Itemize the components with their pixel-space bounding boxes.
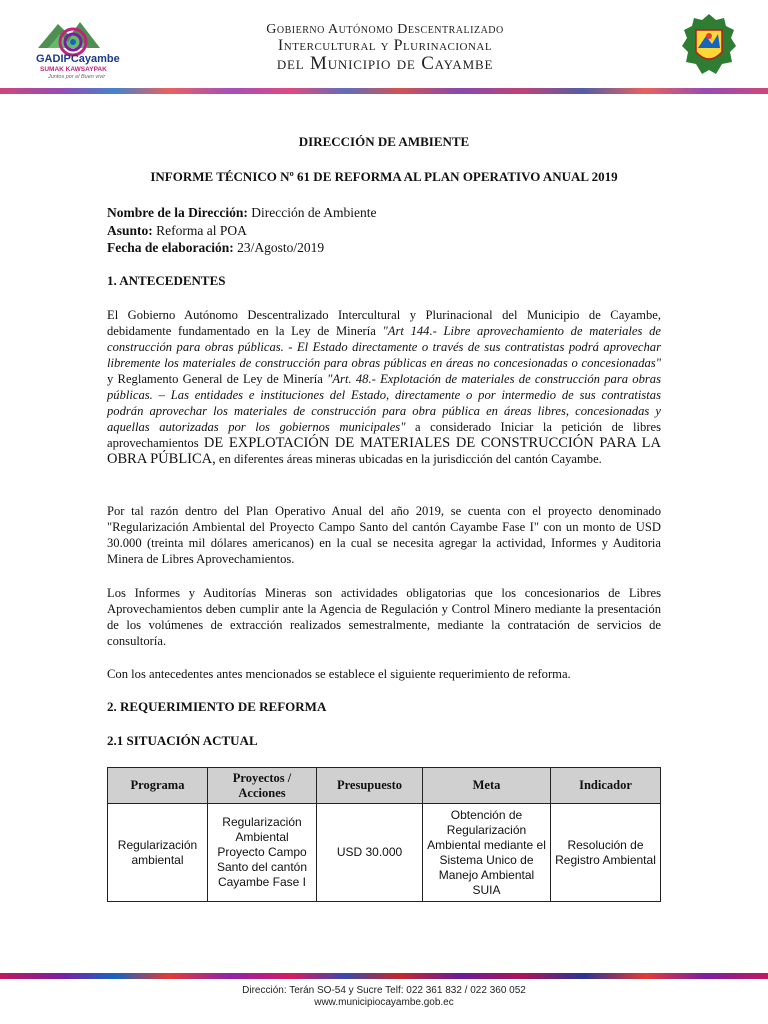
cell-meta: Obtención de Regularización Ambiental mediante el Sistema Unico de Manejo Ambiental SUIA xyxy=(423,804,551,902)
header-programa: Programa xyxy=(108,768,208,804)
date-value: 23/Agosto/2019 xyxy=(237,240,325,255)
footer-address: Dirección: Terán SO-54 y Sucre Telf: 022 361 832 / 022 360 052 xyxy=(242,985,526,996)
government-name xyxy=(210,22,560,74)
municipal-seal-icon xyxy=(676,12,742,82)
table-row xyxy=(108,804,661,902)
gov-line-1: Gobierno Autónomo Descentralizado xyxy=(266,22,504,37)
section-1-heading: 1. ANTECEDENTES xyxy=(107,273,226,288)
footer xyxy=(0,985,768,1009)
date-label: Fecha de elaboración: xyxy=(107,240,234,255)
p1-part-a: El Gobierno Autónomo Descentralizado Intercultural y Plurinacional del Municipio de Cayambe, debidamente fundamentado en la Ley de Minería xyxy=(107,308,661,338)
p1-part-g: en diferentes áreas mineras ubicadas en la jurisdicción del cantón Cayambe. xyxy=(215,452,602,466)
cell-presupuesto: USD 30.000 xyxy=(317,804,423,902)
p1-part-c: y Reglamento General de Ley de Minería xyxy=(107,372,328,386)
document-meta xyxy=(107,204,661,257)
subject-value: Reforma al POA xyxy=(156,222,247,238)
header-proyectos: Proyectos / Acciones xyxy=(208,768,317,804)
footer-website: www.municipiocayambe.gob.ec xyxy=(314,997,454,1008)
direction-value: Dirección de Ambiente xyxy=(251,205,377,220)
section-2-heading: 2. REQUERIMIENTO DE REFORMA xyxy=(107,699,327,714)
document-title: DIRECCIÓN DE AMBIENTE xyxy=(298,134,470,149)
p1-caps-phrase: DE EXPLOTACIÓN DE MATERIALES DE CONSTRUCCIÓN PARA LA OBRA PÚBLICA, xyxy=(107,435,661,467)
document-subtitle: INFORME TÉCNICO Nº 61 DE REFORMA AL PLAN OPERATIVO ANUAL 2019 xyxy=(150,169,618,184)
cell-proyectos: Regularización Ambiental Proyecto Campo Santo del cantón Cayambe Fase I xyxy=(208,804,317,902)
table-header-row xyxy=(108,768,661,804)
letterhead xyxy=(0,0,768,92)
header-meta: Meta xyxy=(423,768,551,804)
header-presupuesto: Presupuesto xyxy=(317,768,423,804)
decorative-band-top xyxy=(0,88,768,94)
p1-part-e: a considerado Iniciar la petición de libres aprovechamientos xyxy=(107,420,661,450)
logo-subtitle: SUMAK KAWSAYPAK xyxy=(40,66,107,73)
cell-indicador: Resolución de Registro Ambiental xyxy=(551,804,661,902)
decorative-band-bottom xyxy=(0,973,768,979)
antecedentes-paragraph-3: Los Informes y Auditorías Mineras son actividades obligatorias que los concesionarios de Libres Aprovechamientos deben cumplir ante la Agencia de Regulación y Control Minero mediante la presentación de los volúmenes de extracción realizados semestralmente, mediante la contratación de servicios de consultoría. xyxy=(107,586,661,648)
antecedentes-paragraph-4: Con los antecedentes antes mencionados se establece el siguiente requerimiento de reforma. xyxy=(107,667,571,681)
direction-label: Nombre de la Dirección: xyxy=(107,205,248,220)
meta-direction xyxy=(107,204,661,222)
logo-tagline: Juntos por el Buen vivir xyxy=(48,74,106,80)
gov-line-3: del Municipio de Cayambe xyxy=(276,53,494,74)
header-indicador: Indicador xyxy=(551,768,661,804)
meta-date xyxy=(107,239,661,257)
antecedentes-paragraph-1 xyxy=(107,307,661,467)
meta-subject xyxy=(107,222,661,240)
section-2-1-heading: 2.1 SITUACIÓN ACTUAL xyxy=(107,733,258,748)
logo-name: GADIPCayambe xyxy=(36,53,120,65)
cell-programa: Regularización ambiental xyxy=(108,804,208,902)
antecedentes-paragraph-2: Por tal razón dentro del Plan Operativo Anual del año 2019, se cuenta con el proyecto denominado "Regularización Ambiental del Proyecto Campo Santo del cantón Cayambe Fase I" con un monto de USD 30.000 (treinta mil dólares americanos) en la cual se necesita agregar la actividad, Informes y Auditoria Minera de Libres Aprovechamientos. xyxy=(107,504,661,566)
p1-quote-art-48: "Art. 48.- Explotación de materiales de construcción para obras públicas. – Las entidades e instituciones del Estado, directamente o por intermedio de sus contratistas podrán aprovechar los materiales de construcción para obra pública en áreas libres, concesionadas y aquellas autorizadas por los gobiernos municipales" xyxy=(107,372,661,434)
situacion-actual-table xyxy=(107,767,661,902)
gov-line-2: Intercultural y Plurinacional xyxy=(277,37,493,54)
p1-quote-art-144: "Art 144.- Libre aprovechamiento de materiales de construcción para obras públicas. - El Estado directamente o través de sus contratistas podrá aprovechar libremente los materiales de construcción para obras públicas en áreas no concesionadas o concesionadas" xyxy=(107,324,661,370)
subject-label: Asunto: xyxy=(107,222,153,238)
